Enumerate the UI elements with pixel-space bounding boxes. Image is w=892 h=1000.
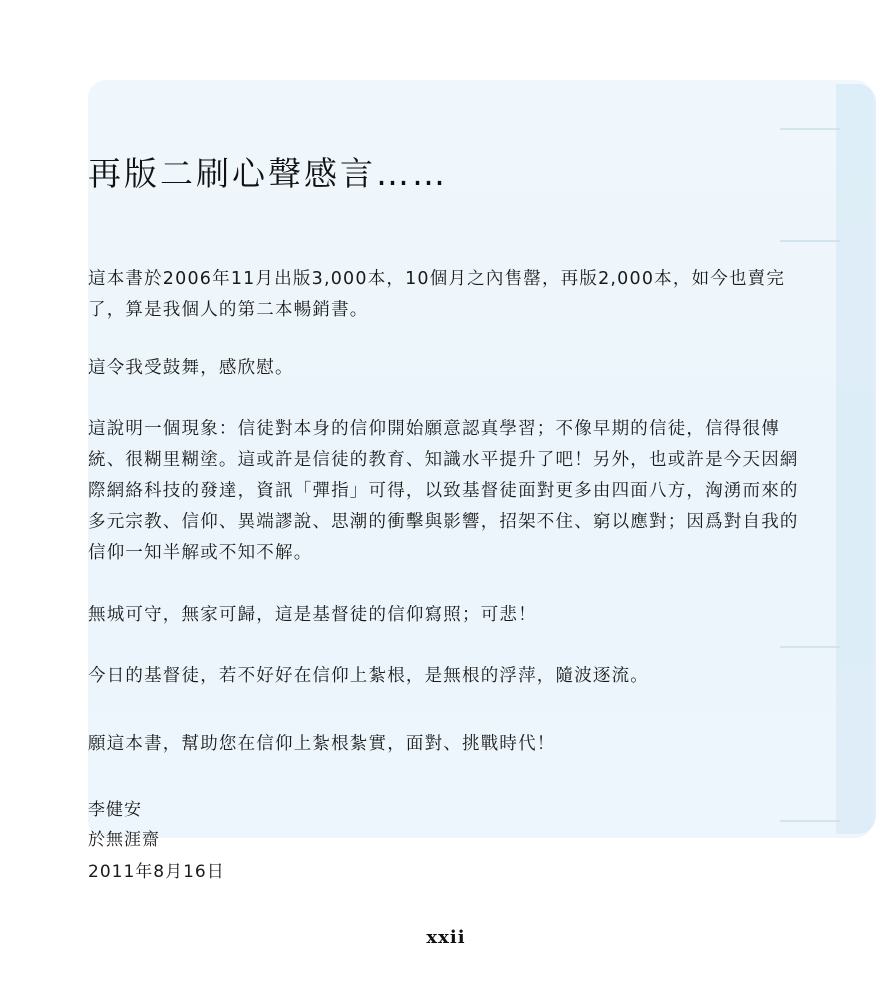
page-title: 再版二刷心聲感言…… — [88, 154, 448, 193]
show-through-line — [780, 646, 840, 648]
paragraph-encouraged: 這令我受鼓舞，感欣慰。 — [88, 358, 294, 378]
paragraph-lament: 無城可守，無家可歸，這是基督徒的信仰寫照；可悲！ — [88, 605, 537, 625]
signature-date: 2011年8月16日 — [88, 862, 225, 882]
paragraph-sales: 這本書於2006年11月出版3,000本，10個月之內售罄，再版2,000本，如今也賣完了，算是我個人的第二本暢銷書。 — [88, 269, 786, 320]
paragraph-phenomenon: 這說明一個現象：信徒對本身的信仰開始願意認真學習；不像早期的信徒，信得很傳統、很糊里糊塗。這或許是信徒的教育、知識水平提升了吧！另外，也或許是今天因網際網絡科技的發達，資訊「彈指」可得，以致基督徒面對更多由四面八方，洶湧而來的多元宗教、信仰、異端謬說、思潮的衝擊與影響，招架不住、窮以應對；因爲對自我的信仰一知半解或不知不解。 — [88, 419, 799, 563]
paragraph-wish: 願這本書，幫助您在信仰上紮根紮實，面對、挑戰時代！ — [88, 734, 556, 754]
show-through-line — [780, 240, 840, 242]
show-through-strip — [836, 84, 876, 834]
paragraph-rooted: 今日的基督徒，若不好好在信仰上紮根，是無根的浮萍，隨波逐流。 — [88, 666, 649, 686]
signature-name: 李健安 — [88, 800, 142, 820]
show-through-line — [780, 820, 840, 822]
show-through-line — [780, 128, 840, 130]
page-number: xxii — [426, 927, 466, 948]
signature-place: 於無涯齋 — [88, 830, 160, 850]
